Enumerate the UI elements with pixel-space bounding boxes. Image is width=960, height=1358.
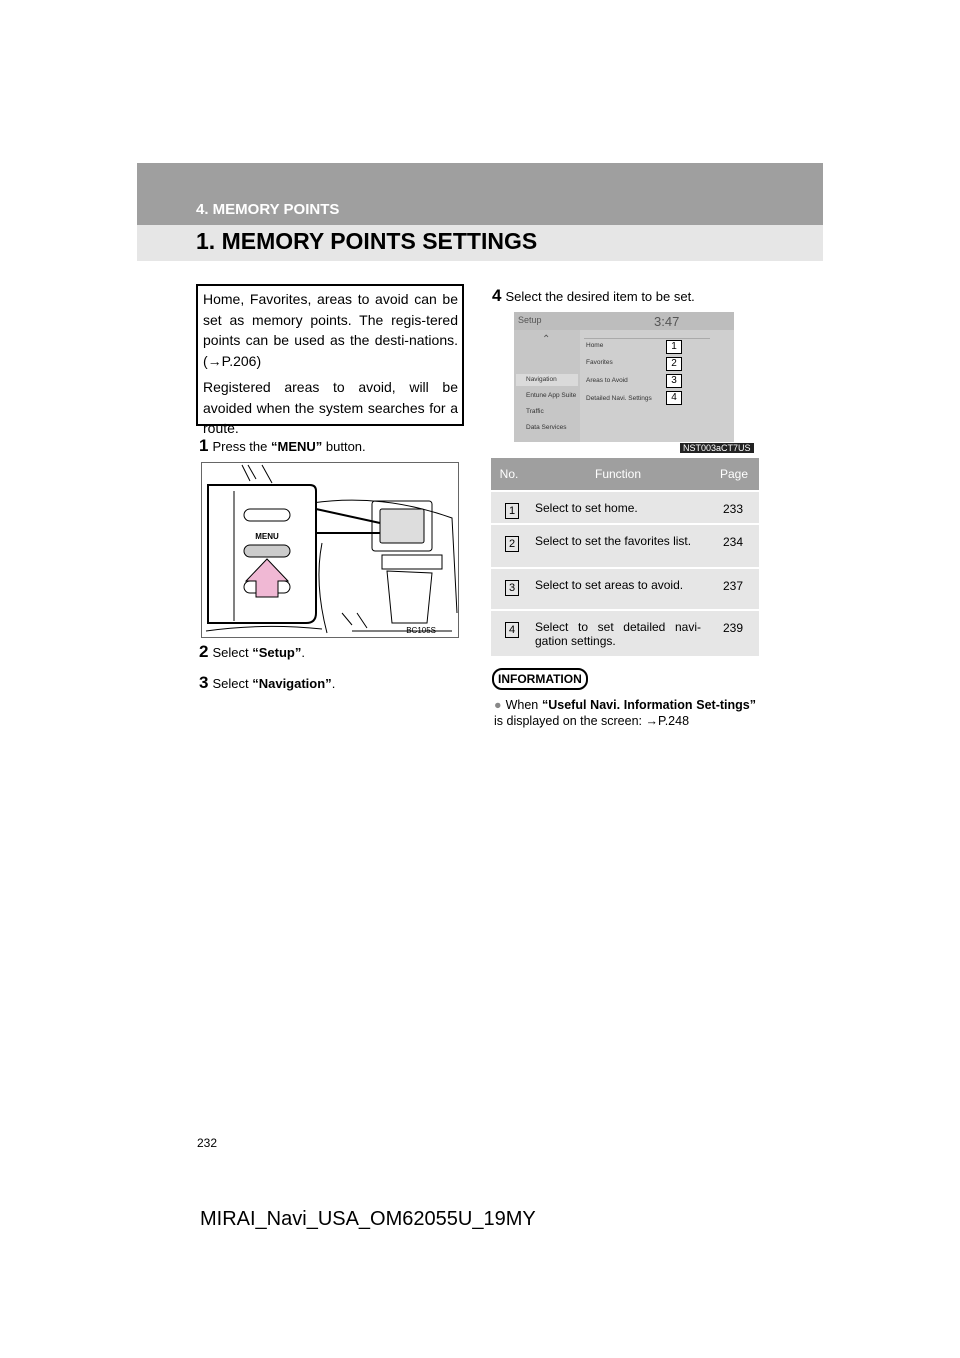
table-row [491,568,759,610]
left-item-1: Navigation [526,376,557,383]
step-2: 2 Select “Setup”. [199,642,305,661]
table-row [491,524,759,568]
left-item-2: Entune App Suite [526,392,577,399]
table-row [491,491,759,524]
information-text: ● When “Useful Navi. Information Set-tings” is displayed on the screen: →P.248 [494,698,756,728]
page-number: 232 [197,1136,218,1150]
screen-clock: 3:47 [654,314,680,329]
step-4: 4 Select the desired item to be set. [492,286,695,305]
menu-button-label: MENU [255,532,279,541]
intro-paragraph-2: Registered areas to avoid, will be avoided when the system searches for a route. [203,379,458,436]
marker-3: 3 [666,374,682,388]
step-3: 3 Select “Navigation”. [199,673,336,692]
information-label: INFORMATION [492,668,588,690]
setup-screen-image [514,312,734,442]
right-item-2: Favorites [586,359,613,366]
row-number: 2 [505,536,519,552]
marker-2: 2 [666,357,682,371]
left-menu [514,330,580,442]
bullet-icon: ● [494,698,502,712]
row-function: Select to set the favorites list. [527,524,709,568]
row-page: 234 [709,524,759,568]
row-page: 237 [709,568,759,610]
figure2-code: NST003aCT7US [680,443,754,453]
row-number: 3 [505,580,519,596]
header-function: Function [527,458,709,491]
row-function: Select to set home. [527,491,709,524]
row-number: 1 [505,503,519,519]
right-item-3: Areas to Avoid [586,377,628,384]
status-bar [514,312,734,330]
marker-1: 1 [666,340,682,354]
intro-paragraph-1: Home, Favorites, areas to avoid can be set as memory points. The regis-tered points can be used as the desti-nations. (→P.206) [203,291,458,369]
row-function: Select to set areas to avoid. [527,568,709,610]
section-label: 4. MEMORY POINTS [196,201,340,218]
row-page: 233 [709,491,759,524]
left-item-3: Traffic [526,408,544,415]
left-item-4: Data Services [526,424,567,431]
function-table [491,458,759,656]
marker-4: 4 [666,391,682,405]
row-number: 4 [505,622,519,638]
row-page: 239 [709,610,759,656]
figure1-code: BC105S [406,626,436,635]
table-row [491,610,759,656]
header-no: No. [491,458,527,491]
dashboard-drawing [202,463,459,638]
dashboard-illustration [201,462,459,638]
header-page: Page [709,458,759,491]
intro-box [196,284,464,436]
step-1: 1 Press the “MENU” button. [199,436,366,455]
table-header-row [491,458,759,491]
footer-document-id: MIRAI_Navi_USA_OM62055U_19MY [200,1208,536,1230]
row-function: Select to set detailed navi-gation settings. [527,610,709,656]
up-arrow-icon: ⌃ [542,334,551,345]
screen-title: Setup [518,315,542,325]
page-title: 1. MEMORY POINTS SETTINGS [196,228,538,254]
right-item-1: Home [586,342,604,349]
right-item-4: Detailed Navi. Settings [586,395,652,402]
